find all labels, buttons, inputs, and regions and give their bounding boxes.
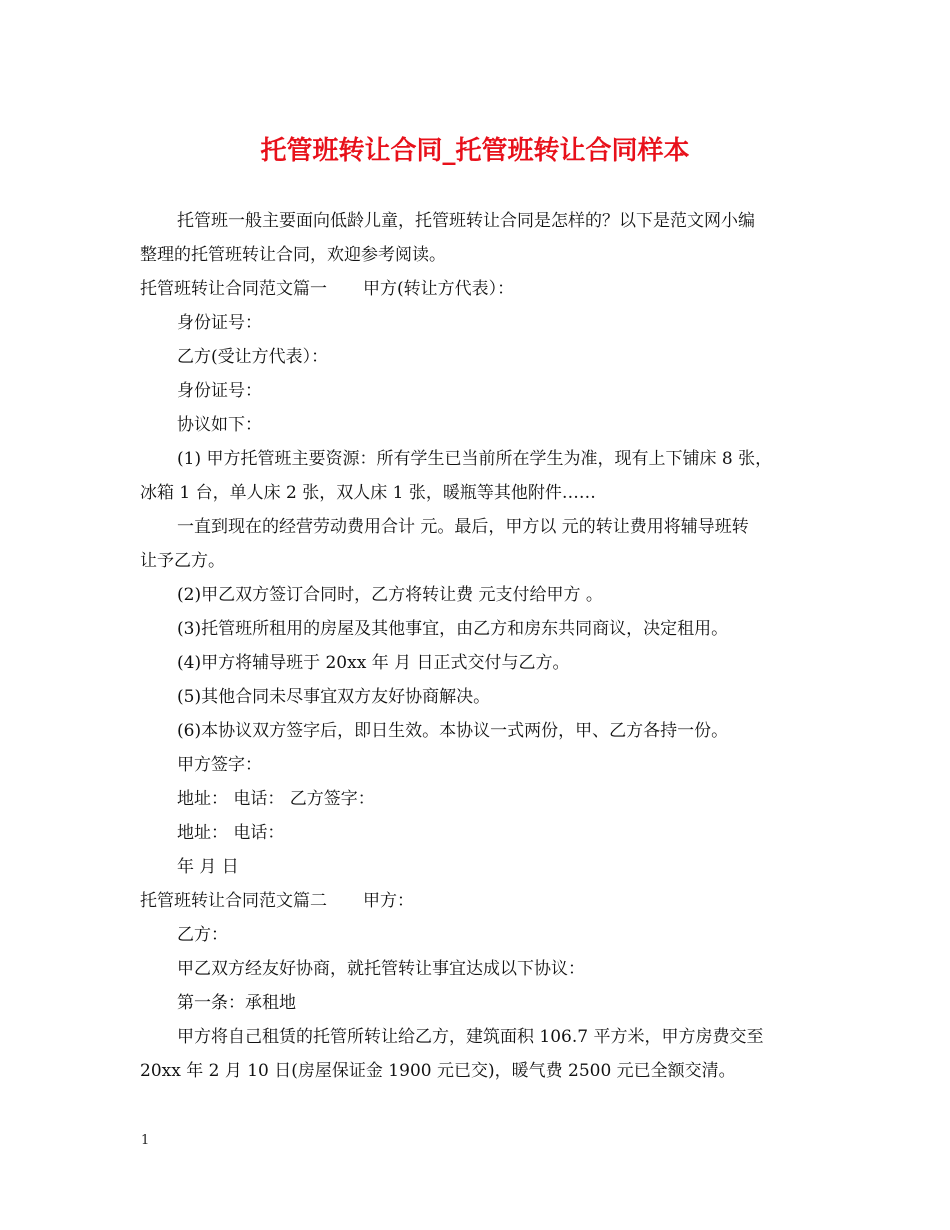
party-b-representative: 乙方(受让方代表）： bbox=[177, 347, 329, 367]
page-number: 1 bbox=[141, 1133, 150, 1148]
party-a-signature: 甲方签字： bbox=[177, 755, 262, 775]
address-phone-party-b-signature: 地址： 电话： 乙方签字： bbox=[177, 789, 375, 809]
id-number-b: 身份证号： bbox=[177, 381, 262, 401]
clause-4: (4)甲方将辅导班于 20xx 年 月 日正式交付与乙方。 bbox=[177, 653, 570, 673]
agreement-intro-2: 甲乙双方经友好协商，就托管转让事宜达成以下协议： bbox=[177, 959, 585, 979]
clause-5: (5)其他合同未尽事宜双方友好协商解决。 bbox=[177, 687, 491, 707]
intro-line-1: 托管班一般主要面向低龄儿童，托管班转让合同是怎样的？以下是范文网小编 bbox=[177, 211, 755, 231]
party-b: 乙方： bbox=[177, 925, 228, 945]
agreement-intro: 协议如下： bbox=[177, 415, 262, 435]
clause-2: (2)甲乙双方签订合同时，乙方将转让费 元支付给甲方 。 bbox=[177, 585, 603, 605]
address-phone: 地址： 电话： bbox=[177, 823, 285, 843]
document-title: 托管班转让合同_托管班转让合同样本 bbox=[260, 136, 690, 166]
section2-heading-line bbox=[140, 884, 820, 918]
section1-heading-line bbox=[140, 272, 820, 306]
clause-1-line-2: 冰箱 1 台，单人床 2 张，双人床 1 张，暖瓶等其他附件…… bbox=[140, 483, 596, 503]
party-a: 甲方： bbox=[363, 891, 414, 911]
party-a-representative: 甲方(转让方代表）： bbox=[363, 279, 515, 299]
clause-1-line-1: (1) 甲方托管班主要资源：所有学生已当前所在学生为准，现有上下铺床 8 张， bbox=[177, 449, 773, 469]
clause-6: (6)本协议双方签字后，即日生效。本协议一式两份，甲、乙方各持一份。 bbox=[177, 721, 729, 741]
section1-heading: 托管班转让合同范文篇一 bbox=[140, 279, 327, 299]
document-body bbox=[140, 204, 820, 1088]
clause-1b-line-2: 让予乙方。 bbox=[140, 551, 225, 571]
clause-1b-line-1: 一直到现在的经营劳动费用合计 元。最后，甲方以 元的转让费用将辅导班转 bbox=[177, 517, 749, 537]
article-1-line-1: 甲方将自己租赁的托管所转让给乙方，建筑面积 106.7 平方米，甲方房费交至 bbox=[177, 1027, 764, 1047]
section2-heading: 托管班转让合同范文篇二 bbox=[140, 891, 327, 911]
intro-line-2: 整理的托管班转让合同，欢迎参考阅读。 bbox=[140, 245, 446, 265]
date-line: 年 月 日 bbox=[177, 857, 239, 877]
article-1-line-2: 20xx 年 2 月 10 日(房屋保证金 1900 元已交)，暖气费 2500 元已全额交清。 bbox=[140, 1061, 736, 1081]
clause-3: (3)托管班所租用的房屋及其他事宜，由乙方和房东共同商议，决定租用。 bbox=[177, 619, 729, 639]
article-1-heading: 第一条：承租地 bbox=[177, 993, 296, 1013]
id-number-a: 身份证号： bbox=[177, 313, 262, 333]
